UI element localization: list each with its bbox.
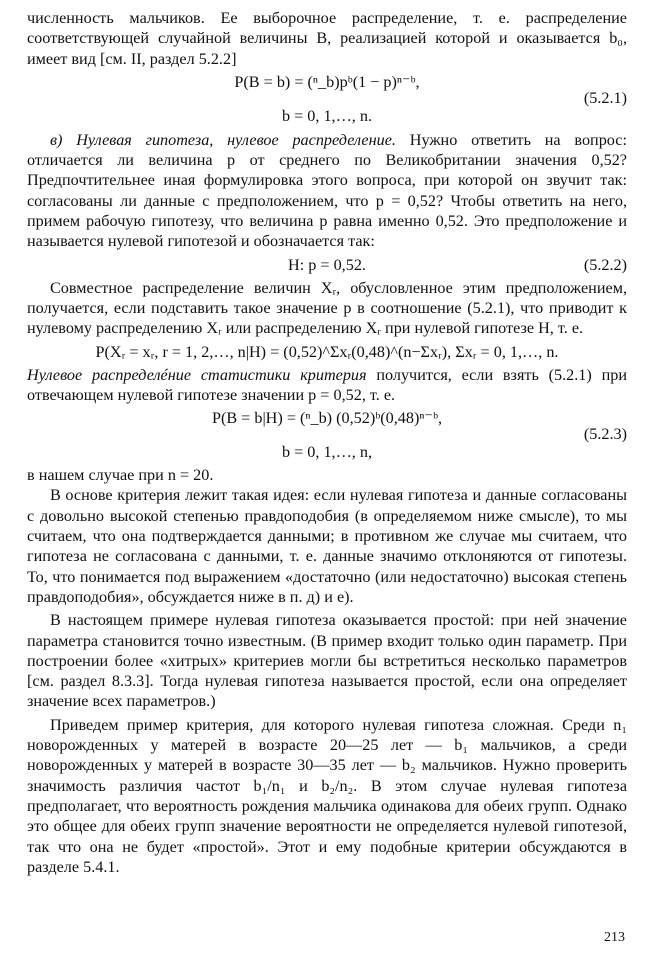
- paragraph-joint-distribution: Совместное распределение величин Xᵣ, обусловленное этим предположением, получается, если подставить такое значение p в соотношение (5.2.1), что приводит к нулевому распределению Xᵣ или распределению Xᵣ при нулевой гипотезе H, т. е.: [27, 278, 627, 338]
- equation-number: (5.2.2): [583, 255, 627, 274]
- term: Нулевое распределéние статистики критерия: [27, 365, 367, 384]
- formula-5-2-1-line2: b = 0, 1,…, n.: [281, 106, 373, 125]
- equation-number: (5.2.3): [583, 425, 627, 444]
- formula-5-2-1-line1: P(B = b) = (ⁿ_b)pᵇ(1 − p)ⁿ⁻ᵇ,: [234, 72, 420, 91]
- paragraph-null-statistic: Нулевое распределéние статистики критерия получится, если взять (5.2.1) при отвечающем нулевой гипотезе значении p = 0,52, т. е.: [27, 365, 627, 404]
- paragraph-composite-hypothesis: Приведем пример критерия, для которого нулевая гипотеза сложная. Среди n₁ новорожденных у матерей в возрасте 20—25 лет — b₁ мальчиков, а среди новорожденных у матерей в возрасте 30—35 лет — b₂ мальчиков. Нужно проверить значимость различия частот b₁/n₁ и b₂/n₂. В этом случае нулевая гипотеза предполагает, что вероятность рождения мальчика одинакова для обеих групп. Однако это общее для обеих групп значение вероятности не определяется нулевой гипотезой, так что она не будет «простой». Этот и ему подобные критерии обсуждаются в разделе 5.4.1.: [27, 715, 627, 876]
- formula-joint-null: P(Xᵣ = xᵣ, r = 1, 2,…, n|H) = (0,52)^Σxᵣ(0,48)^(n−Σxᵣ), Σxᵣ = 0, 1,…, n.: [95, 342, 559, 361]
- paragraph-1: численность мальчиков. Ее выборочное распределение, т. е. распределение соответствующей случайной величины B, реализацией которой и оказывается b₀, имеет вид [см. II, раздел 5.2.2]: [27, 9, 627, 68]
- formula-5-2-2: H: p = 0,52. (5.2.2): [288, 255, 627, 274]
- section-title: в) Нулевая гипотеза, нулевое распределение.: [50, 130, 396, 149]
- formula-5-2-3-line1: P(B = b|H) = (ⁿ_b) (0,52)ᵇ(0,48)ⁿ⁻ᵇ,: [211, 409, 443, 428]
- formula-5-2-1-number-row: [27, 88, 627, 107]
- equation-number: (5.2.1): [583, 88, 627, 107]
- paragraph-simple-hypothesis: В настоящем примере нулевая гипотеза оказывается простой: при ней значение параметра становится точно известным. (В пример входит только один параметр. При построении более «хитрых» критериев могли бы встретиться несколько параметров [см. раздел 8.3.3]. Тогда нулевая гипотеза называется простой, если она определяет значение всех параметров.): [27, 611, 627, 711]
- paragraph-null-hypothesis: в) Нулевая гипотеза, нулевое распределение. Нужно ответить на вопрос: отличается ли величина p от среднего по Великобритании значения 0,52? Предпочтительнее иная формулировка этого вопроса, при которой он звучит так: согласованы ли данные с предположением, что p = 0,52? Чтобы ответить на него, примем рабочую гипотезу, что величина p равна именно 0,52. Это предположение и называется нулевой гипотезой и обозначается так:: [27, 130, 627, 251]
- paragraph-criterion-idea: В основе критерия лежит такая идея: если нулевая гипотеза и данные согласованы с довольно высокой степенью правдоподобия (в определяемом ниже смысле), то мы считаем, что она подтверждается данными; в противном же случае мы считаем, что гипотеза не согласована с данными, т. е. данные значимо отклоняются от гипотезы. То, что понимается под выражением «достаточно (или недостаточно) высокая степень правдоподобия», обсуждается ниже в п. д) и е).: [27, 486, 627, 606]
- page-number: 213: [604, 930, 625, 945]
- formula-5-2-3-line2: b = 0, 1,…, n,: [281, 443, 373, 462]
- formula-5-2-3-number-row: [27, 425, 627, 444]
- page-body: [27, 8, 627, 877]
- paragraph-n20: в нашем случае при n = 20.: [27, 466, 214, 485]
